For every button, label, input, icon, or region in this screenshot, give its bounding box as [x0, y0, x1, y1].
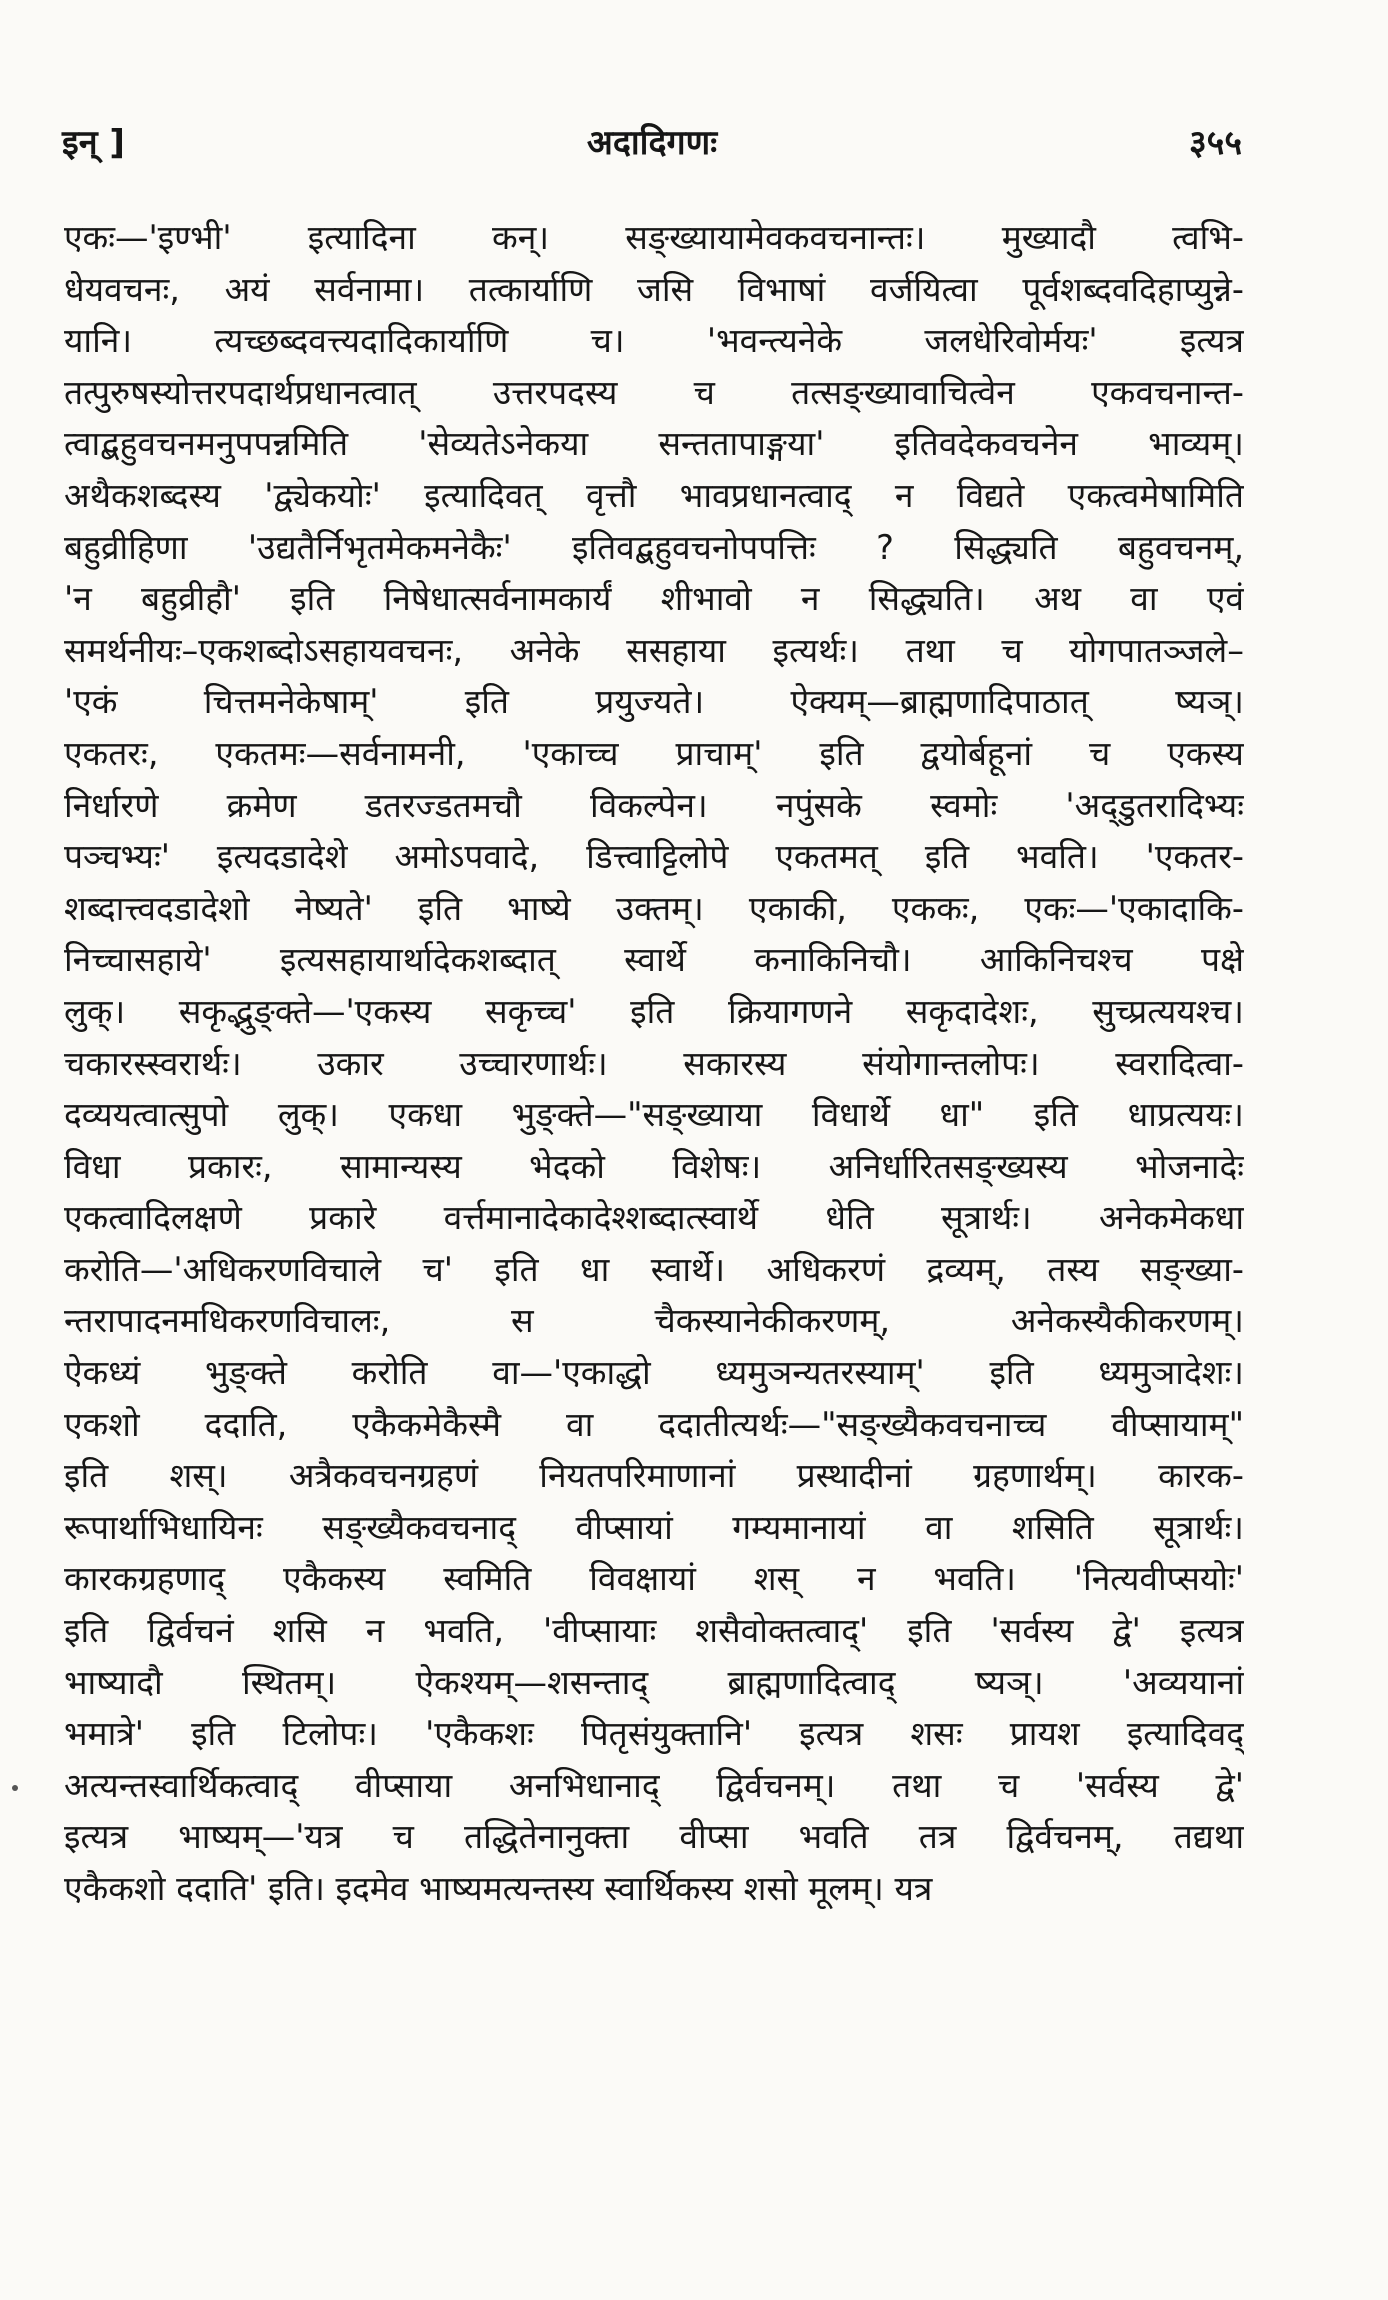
- text-line: यानि। त्यच्छब्दवत्त्यदादिकार्याणि च। 'भवन्त्यनेके जलधेरिवोर्मयः' इत्यत्र: [64, 321, 1244, 361]
- text-line: 'न बहुव्रीहौ' इति निषेधात्सर्वनामकार्यं शीभावो न सिद्ध्यति। अथ वा एवं: [64, 579, 1244, 619]
- text-line: रूपार्थाभिधायिनः सङ्ख्यैकवचनाद् वीप्सायां गम्यमानायां वा शसिति सूत्रार्थः।: [64, 1507, 1244, 1547]
- text-line: शब्दात्त्वदडादेशो नेष्यते' इति भाष्ये उक्तम्। एकाकी, एककः, एकः—'एकादाकि-: [64, 888, 1244, 928]
- text-line: निच्चासहाये' इत्यसहायार्थादेकशब्दात् स्वार्थे कनाकिनिचौ। आकिनिचश्च पक्षे: [64, 940, 1244, 980]
- text-line: त्वाद्बहुवचनमनुपपन्नमिति 'सेव्यतेऽनेकया सन्ततापाङ्गया' इतिवदेकवचनेन भाव्यम्।: [64, 424, 1244, 464]
- text-line: एकतरः, एकतमः—सर्वनामनी, 'एकाच्च प्राचाम्' इति द्वयोर्बहूनां च एकस्य: [64, 733, 1244, 773]
- text-line: चकारस्स्वरार्थः। उकार उच्चारणार्थः। सकारस्य संयोगान्तलोपः। स्वरादित्वा-: [64, 1043, 1244, 1083]
- header-section-mark: इन् ]: [62, 123, 125, 163]
- text-line: 'एकं चित्तमनेकेषाम्' इति प्रयुज्यते। ऐक्यम्—ब्राह्मणादिपाठात् ष्यञ्।: [64, 682, 1244, 722]
- body-text: [64, 212, 1244, 1915]
- text-line: एकैकशो ददाति' इति। इदमेव भाष्यमत्यन्तस्य स्वार्थिकस्य शसो मूलम्। यत्र: [64, 1869, 933, 1908]
- page-header: [62, 118, 1242, 174]
- text-line: एकः—'इण्भी' इत्यादिना कन्। सङ्ख्यायामेवकवचनान्तः। मुख्यादौ त्वभि-: [64, 218, 1244, 257]
- text-line: इति द्विर्वचनं शसि न भवति, 'वीप्सायाः शसैवोक्तत्वाद्' इति 'सर्वस्य द्वे' इत्यत्र: [64, 1611, 1244, 1651]
- text-line: समर्थनीयः–एकशब्दोऽसहायवचनः, अनेके ससहाया इत्यर्थः। तथा च योगपातञ्जले–: [64, 630, 1244, 670]
- text-line: ऐकध्यं भुङ्क्ते करोति वा—'एकाद्धो ध्यमुञन्यतरस्याम्' इति ध्यमुञादेशः।: [64, 1353, 1244, 1393]
- text-line: भाष्यादौ स्थितम्। ऐकश्यम्—शसन्ताद् ब्राह्मणादित्वाद् ष्यञ्। 'अव्ययानां: [64, 1662, 1244, 1702]
- text-line: लुक्। सकृद्भुङ्क्ते—'एकस्य सकृच्च' इति क्रियागणने सकृदादेशः, सुच्प्रत्ययश्च।: [64, 991, 1244, 1031]
- text-line: करोति—'अधिकरणविचाले च' इति धा स्वार्थे। अधिकरणं द्रव्यम्, तस्य सङ्ख्या-: [64, 1249, 1244, 1289]
- text-line: इत्यत्र भाष्यम्—'यत्र च तद्धितेनानुक्ता वीप्सा भवति तत्र द्विर्वचनम्, तद्यथा: [64, 1817, 1244, 1857]
- text-line: भमात्रे' इति टिलोपः। 'एकैकशः पितृसंयुक्तानि' इत्यत्र शसः प्रायश इत्यादिवद्: [64, 1714, 1244, 1754]
- margin-dot: [12, 1785, 18, 1791]
- text-line: एकशो ददाति, एकैकमेकैस्मै वा ददातीत्यर्थः—"सङ्ख्यैकवचनाच्च वीप्सायाम्": [64, 1404, 1244, 1444]
- text-line: इति शस्। अत्रैकवचनग्रहणं नियतपरिमाणानां प्रस्थादीनां ग्रहणार्थम्। कारक-: [64, 1456, 1244, 1496]
- text-line: धेयवचनः, अयं सर्वनामा। तत्कार्याणि जसि विभाषां वर्जयित्वा पूर्वशब्दवदिहाप्युन्ने-: [64, 269, 1244, 309]
- text-line: बहुव्रीहिणा 'उद्यतैर्निभृतमेकमनेकैः' इतिवद्बहुवचनोपपत्तिः ? सिद्ध्यति बहुवचनम्,: [64, 527, 1244, 567]
- page-number: ३५५: [1188, 123, 1242, 163]
- text-line: एकत्वादिलक्षणे प्रकारे वर्त्तमानादेकादेश्शब्दात्स्वार्थे धेति सूत्रार्थः। अनेकमेकधा: [64, 1198, 1244, 1238]
- text-line: अथैकशब्दस्य 'द्व्येकयोः' इत्यादिवत् वृत्तौ भावप्रधानत्वाद् न विद्यते एकत्वमेषामिति: [64, 475, 1244, 515]
- text-line: कारकग्रहणाद् एकैकस्य स्वमिति विवक्षायां शस् न भवति। 'नित्यवीप्सयोः': [64, 1559, 1244, 1599]
- text-line: तत्पुरुषस्योत्तरपदार्थप्रधानत्वात् उत्तरपदस्य च तत्सङ्ख्यावाचित्वेन एकवचनान्त-: [64, 372, 1244, 412]
- text-line: निर्धारणे क्रमेण डतरज्डतमचौ विकल्पेन। नपुंसके स्वमोः 'अद्डुतरादिभ्यः: [64, 785, 1244, 825]
- text-line: विधा प्रकारः, सामान्यस्य भेदको विशेषः। अनिर्धारितसङ्ख्यस्य भोजनादेः: [64, 1146, 1244, 1186]
- text-line: दव्ययत्वात्सुपो लुक्। एकधा भुङ्क्ते—"सङ्ख्याया विधार्थे धा" इति धाप्रत्ययः।: [64, 1095, 1244, 1135]
- text-line: अत्यन्तस्वार्थिकत्वाद् वीप्साया अनभिधानाद् द्विर्वचनम्। तथा च 'सर्वस्य द्वे': [64, 1765, 1244, 1805]
- page-title: अदादिगणः: [586, 123, 718, 163]
- text-line: पञ्चभ्यः' इत्यदडादेशे अमोऽपवादे, डित्त्वाट्टिलोपे एकतमत् इति भवति। 'एकतर-: [64, 837, 1244, 877]
- text-line: न्तरापादनमधिकरणविचालः, स चैकस्यानेकीकरणम्, अनेकस्यैकीकरणम्।: [64, 1301, 1244, 1341]
